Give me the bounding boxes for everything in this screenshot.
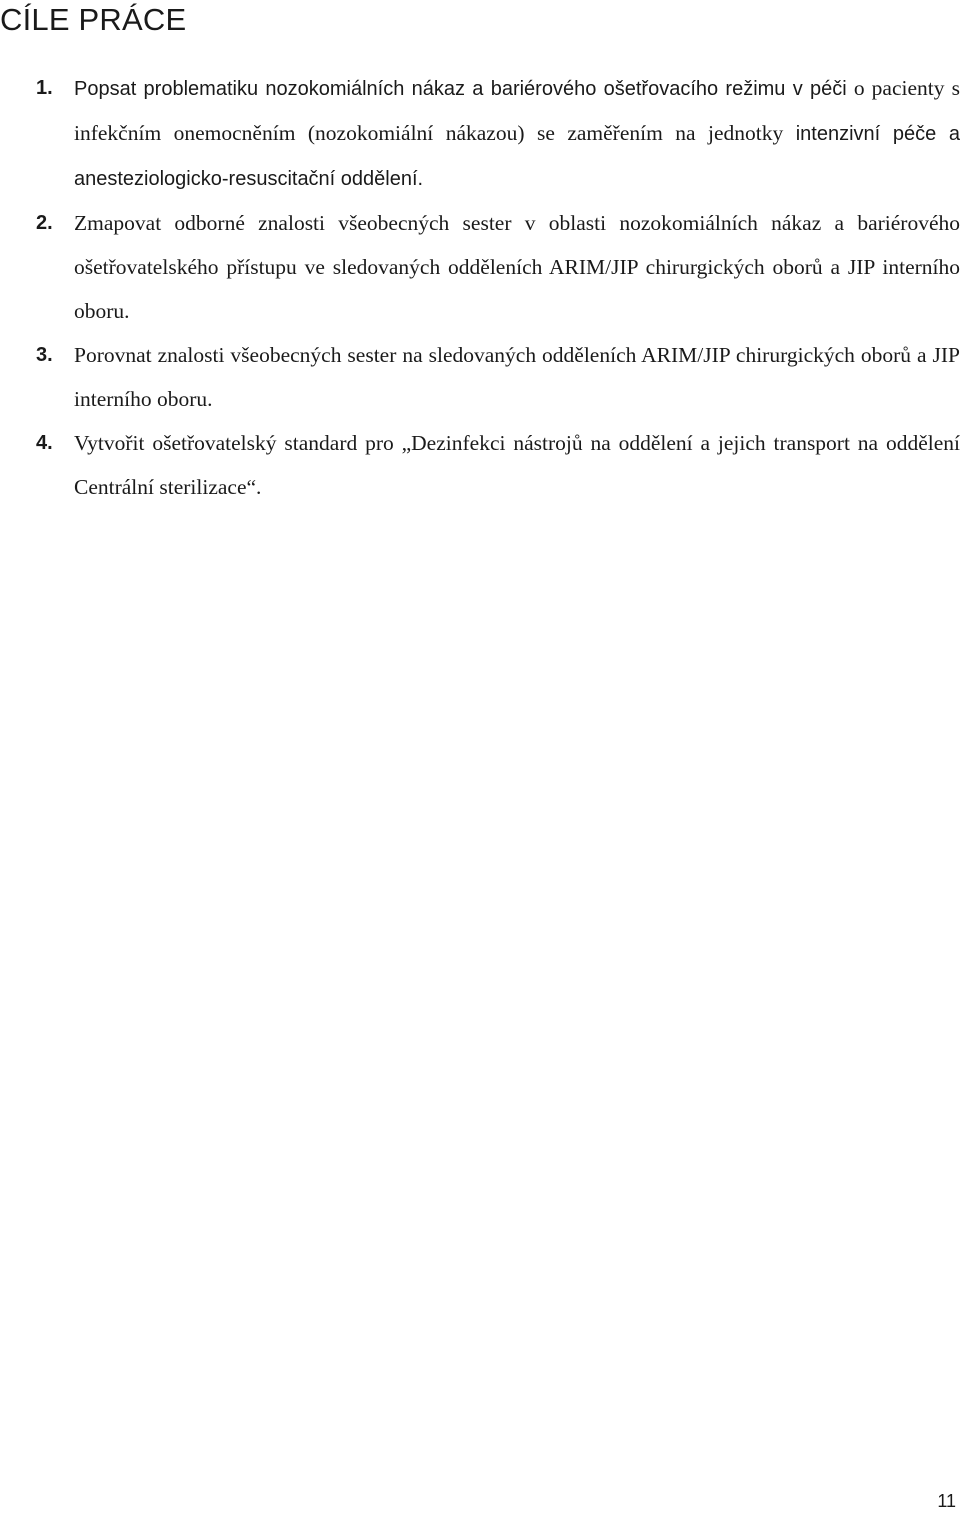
goal-text-part-2: o pacienty s infekčním onemocněním (nozokomiální nákazou) se zaměřením na jednotky [74,76,960,145]
goal-item-2 [36,201,960,333]
goal-text: Vytvořit ošetřovatelský standard pro „Dezinfekci nástrojů na oddělení a jejich transport na oddělení Centrální sterilizace“. [74,431,960,499]
goals-list [36,66,960,509]
goal-number: 1. [36,77,53,99]
goal-item-1 [36,66,960,201]
goal-number: 3. [36,344,53,366]
goal-number: 2. [36,212,53,234]
goal-text-part-1: Popsat problematiku nozokomiálních nákaz a bariérového ošetřovacího režimu v péči [74,78,847,100]
goal-text: Zmapovat odborné znalosti všeobecných sester v oblasti nozokomiálních nákaz a bariérového ošetřovatelského přístupu ve sledovaných odděleních ARIM/JIP chirurgických oborů a JIP interního oboru. [74,211,960,323]
goal-number: 4. [36,432,53,454]
goal-item-3 [36,333,960,421]
goal-text: Porovnat znalosti všeobecných sester na sledovaných odděleních ARIM/JIP chirurgických oborů a JIP interního oboru. [74,343,960,411]
goal-text-part-3: intenzivní péče a anesteziologicko-resuscitační oddělení. [74,123,960,190]
page-number: 11 [937,1491,956,1511]
page-title: CÍLE PRÁCE [0,2,187,37]
goal-item-4 [36,421,960,509]
